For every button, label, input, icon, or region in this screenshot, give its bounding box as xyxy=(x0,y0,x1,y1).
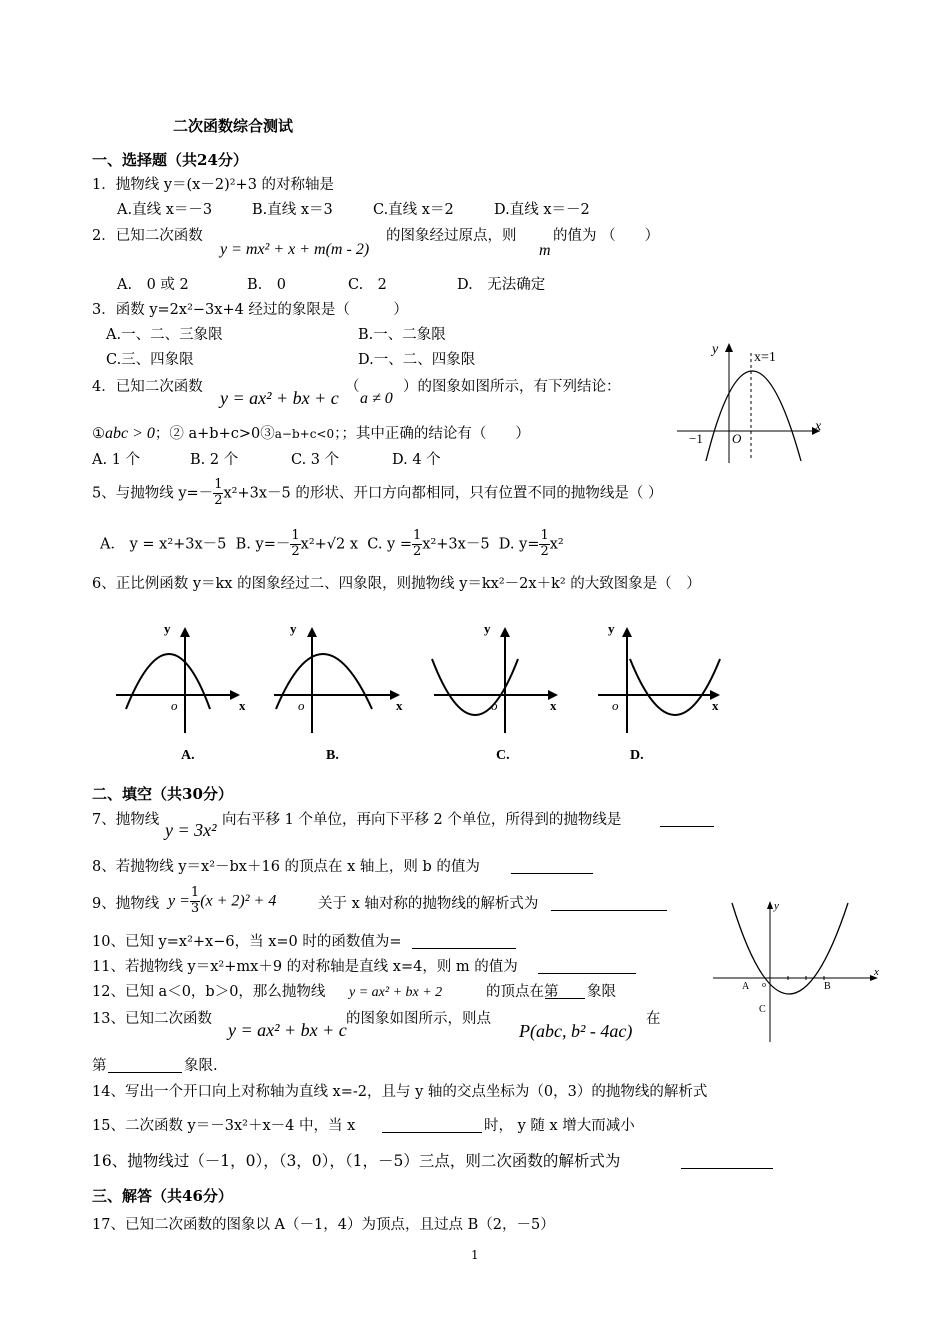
q5-d-num: 1 xyxy=(540,528,549,543)
q4-option-b: B. 2 个 xyxy=(190,452,239,468)
q6b-origin: o xyxy=(298,698,305,713)
q6d-parabola xyxy=(630,659,720,715)
q9-answer-blank[interactable] xyxy=(551,896,667,911)
question-15-text: 15、二次函数 y＝－3x²＋x－4 中，当 x xyxy=(92,1118,356,1134)
q6-graph-c xyxy=(428,615,568,765)
q6c-origin: o xyxy=(491,698,498,713)
question-6: 6、正比例函数 y＝kx 的图象经过二、四象限，则抛物线 y＝kx²－2x＋k² 的大致图象是（ ） xyxy=(92,576,701,592)
q6a-x-label: x xyxy=(239,698,246,713)
q6c-y-arrow xyxy=(500,627,510,637)
q1-option-b: B.直线 x＝3 xyxy=(252,202,333,218)
q7-formula: y = 3x² xyxy=(165,820,217,840)
q9-frac-den: 3 xyxy=(190,900,200,916)
q6d-y-arrow xyxy=(622,627,632,637)
q3-option-b: B.一、二象限 xyxy=(358,327,446,343)
q3-option-c: C.三、四象限 xyxy=(106,352,194,368)
q5-fraction xyxy=(213,478,223,509)
q1-option-d: D.直线 x＝－2 xyxy=(494,202,590,218)
q2-variable: m xyxy=(539,242,551,259)
q5-option-d-b: x² xyxy=(549,536,564,553)
q2-option-a: A. 0 或 2 xyxy=(117,277,189,293)
question-12-text-b: 的顶点在第 xyxy=(486,984,559,1000)
question-13-text-d: 第 xyxy=(92,1058,107,1074)
question-16: 16、抛物线过（－1，0），（3，0），（1，－5）三点，则二次函数的解析式为 xyxy=(92,1152,621,1170)
q6-graph-d xyxy=(592,615,732,765)
q5-option-a: A． y = x²+3x－5 xyxy=(100,536,227,553)
q6a-y-label: y xyxy=(164,621,171,636)
question-13-text-c: 在 xyxy=(646,1011,661,1027)
q4-option-c: C. 3 个 xyxy=(291,452,340,468)
question-17: 17、已知二次函数的图象以 A（－1，4）为顶点，且过点 B（2，－5） xyxy=(92,1217,555,1233)
q2-formula: y = mx² + x + m(m - 2) xyxy=(220,241,370,258)
section-2-header: 二、填空（共30分） xyxy=(92,785,233,803)
q9-frac-num: 1 xyxy=(190,885,200,900)
q5-options xyxy=(100,529,564,560)
q5-c-den: 2 xyxy=(413,543,422,559)
q4-c-tail: ；；其中正确的结论有（ ） xyxy=(334,426,530,442)
q5-option-d-frac xyxy=(539,529,549,560)
q13-point: P(abc, b² - 4ac) xyxy=(519,1021,633,1041)
q13-point-c: C xyxy=(759,1004,766,1015)
q11-answer-blank[interactable] xyxy=(538,959,636,974)
q13-answer-blank[interactable] xyxy=(108,1058,182,1073)
q6d-label: D. xyxy=(630,748,644,763)
q13-parabola-figure xyxy=(710,895,890,1045)
question-9-text-b: 关于 x 轴对称的抛物线的解析式为 xyxy=(318,896,539,912)
q4-condition: a ≠ 0 xyxy=(360,390,393,407)
q5-option-b-a: B. y=－ xyxy=(235,536,291,553)
q3-option-d: D.一、二、四象限 xyxy=(358,352,476,368)
q2-option-b: B. 0 xyxy=(247,277,286,293)
q6d-x-label: x xyxy=(712,698,719,713)
question-13-text-e: 象限. xyxy=(184,1058,218,1074)
question-5 xyxy=(92,478,662,509)
q6-graph-a xyxy=(108,615,248,765)
question-13-text: 13、已知二次函数 xyxy=(92,1011,212,1027)
page-title: 二次函数综合测试 xyxy=(173,117,294,135)
q2-option-c: C. 2 xyxy=(348,277,387,293)
q9-formula-b: (x + 2)² + 4 xyxy=(200,892,277,910)
q5-option-c-frac xyxy=(412,529,422,560)
q15-answer-blank[interactable] xyxy=(382,1118,482,1133)
q6b-y-arrow xyxy=(307,627,317,637)
question-7-text-b: 向右平移 1 个单位，再向下平移 2 个单位，所得到的抛物线是 xyxy=(222,812,622,828)
q4-option-d: D. 4 个 xyxy=(392,452,441,468)
q6d-origin: o xyxy=(612,698,619,713)
q4-y-label: y xyxy=(712,342,719,357)
question-8: 8、若抛物线 y＝x²－bx＋16 的顶点在 x 轴上，则 b 的值为 xyxy=(92,859,480,875)
question-13-text-b: 的图象如图所示，则点 xyxy=(346,1011,491,1027)
question-9-text: 9、抛物线 xyxy=(92,896,160,912)
q9-fraction xyxy=(190,886,200,917)
q4-c1: abc > 0 xyxy=(105,425,155,442)
q5-d-den: 2 xyxy=(540,543,549,559)
q4-parabola xyxy=(706,371,801,461)
q4-formula: y = ax² + bx + c xyxy=(220,388,339,408)
section-3-header: 三、解答（共46分） xyxy=(92,1187,233,1205)
q1-option-a: A.直线 x＝－3 xyxy=(117,202,213,218)
q5-frac-den: 2 xyxy=(214,492,223,508)
q5-option-b-frac xyxy=(290,529,300,560)
q5-option-b-b: x²+ xyxy=(300,536,327,553)
question-2-text: 2．已知二次函数 xyxy=(92,228,203,244)
q5-frac-num: 1 xyxy=(214,477,223,492)
q6d-y-label: y xyxy=(608,621,615,636)
q4-c3: a−b+c<0 xyxy=(274,427,335,441)
q6c-label: C. xyxy=(496,748,510,763)
q13-x-label: x xyxy=(874,966,879,978)
q6b-parabola xyxy=(276,654,372,709)
q6b-label: B. xyxy=(326,748,339,763)
question-1: 1．抛物线 y＝(x－2)²+3 的对称轴是 xyxy=(92,177,335,193)
q6a-label: A. xyxy=(181,748,195,763)
q5-c-num: 1 xyxy=(413,528,422,543)
q6c-x-label: x xyxy=(550,698,557,713)
q4-y-arrow xyxy=(725,343,733,352)
question-12-text-c: 象限 xyxy=(587,984,616,1000)
q6c-y-label: y xyxy=(484,621,491,636)
q4-origin-label: O xyxy=(732,431,742,446)
q13-y-label: y xyxy=(774,900,779,912)
q5-option-b-sqrt: √2 xyxy=(326,536,346,553)
q10-answer-blank[interactable] xyxy=(412,934,516,949)
q4-x-label: x xyxy=(815,419,822,434)
q4-option-a: A. 1 个 xyxy=(92,452,141,468)
q4-sym-label: x=1 xyxy=(754,350,776,365)
q4-paren-open: （ xyxy=(345,379,360,395)
q4-parabola-figure xyxy=(672,335,832,465)
q9-formula-a: y = xyxy=(168,892,190,910)
question-2-text-b: 的图象经过原点，则 xyxy=(386,228,517,244)
q16-answer-blank[interactable] xyxy=(681,1154,773,1169)
question-4-text: 4．已知二次函数 xyxy=(92,379,203,395)
section-1-header: 一、选择题（共24分） xyxy=(92,151,248,169)
q8-answer-blank[interactable] xyxy=(511,859,593,874)
q5-option-c-a: C. y = xyxy=(367,536,413,553)
q6b-y-label: y xyxy=(290,621,297,636)
q6a-parabola xyxy=(126,654,210,709)
q5-option-c-b: x²+3x－5 xyxy=(422,536,490,553)
question-7-text: 7、抛物线 xyxy=(92,812,160,828)
question-15-text-b: 时， y 随 x 增大而减小 xyxy=(484,1118,635,1134)
question-2-text-c: 的值为 （ ） xyxy=(553,228,660,244)
q6b-x-label: x xyxy=(396,698,403,713)
q12-formula: y = ax² + bx + 2 xyxy=(349,985,443,1000)
q5-option-d-a: D. y= xyxy=(498,536,540,553)
q2-option-d: D. 无法确定 xyxy=(457,277,546,293)
question-14: 14、写出一个开口向上对称轴为直线 x=-2，且与 y 轴的交点坐标为（0，3）的抛物线的解析式 xyxy=(92,1084,708,1100)
q4-c1-mark: ① xyxy=(92,426,105,442)
q13-formula: y = ax² + bx + c xyxy=(228,1020,347,1040)
q6a-origin: o xyxy=(171,698,178,713)
q13-y-arrow xyxy=(767,901,773,909)
q7-answer-blank[interactable] xyxy=(660,812,714,827)
question-12-text: 12、已知 a＜0，b＞0，那么抛物线 xyxy=(92,984,326,1000)
q13-point-b: B xyxy=(824,981,831,992)
q1-option-c: C.直线 x＝2 xyxy=(373,202,454,218)
q5-b-den: 2 xyxy=(291,543,300,559)
q6-graph-b xyxy=(268,615,418,765)
question-4-text-b: ）的图象如图所示，有下列结论： xyxy=(403,379,621,395)
q12-answer-blank[interactable] xyxy=(545,984,585,999)
question-10: 10、已知 y=x²+x−6，当 x=0 时的函数值为= xyxy=(92,934,402,950)
q5-option-b-c: x xyxy=(349,536,359,553)
question-11: 11、若抛物线 y＝x²+mx＋9 的对称轴是直线 x=4，则 m 的值为 xyxy=(92,959,518,975)
question-3: 3．函数 y=2x²−3x+4 经过的象限是（ ） xyxy=(92,302,408,318)
q6a-y-arrow xyxy=(180,627,190,637)
page-number: 1 xyxy=(471,1248,479,1262)
q9-formula xyxy=(168,886,276,917)
q4-c2: ；② a+b+c>0③ xyxy=(154,426,275,442)
q4-neg1-label: −1 xyxy=(689,431,703,446)
q5-text-a: 5、与抛物线 y=－ xyxy=(92,485,214,502)
q5-b-num: 1 xyxy=(291,528,300,543)
q13-point-a: A xyxy=(742,981,750,992)
q3-option-a: A.一、二、三象限 xyxy=(106,327,223,343)
q13-origin: o xyxy=(762,980,766,989)
q4-conclusions xyxy=(92,424,530,443)
q5-text-b: x²+3x－5 的形状、开口方向都相同，只有位置不同的抛物线是（ ） xyxy=(223,485,663,502)
